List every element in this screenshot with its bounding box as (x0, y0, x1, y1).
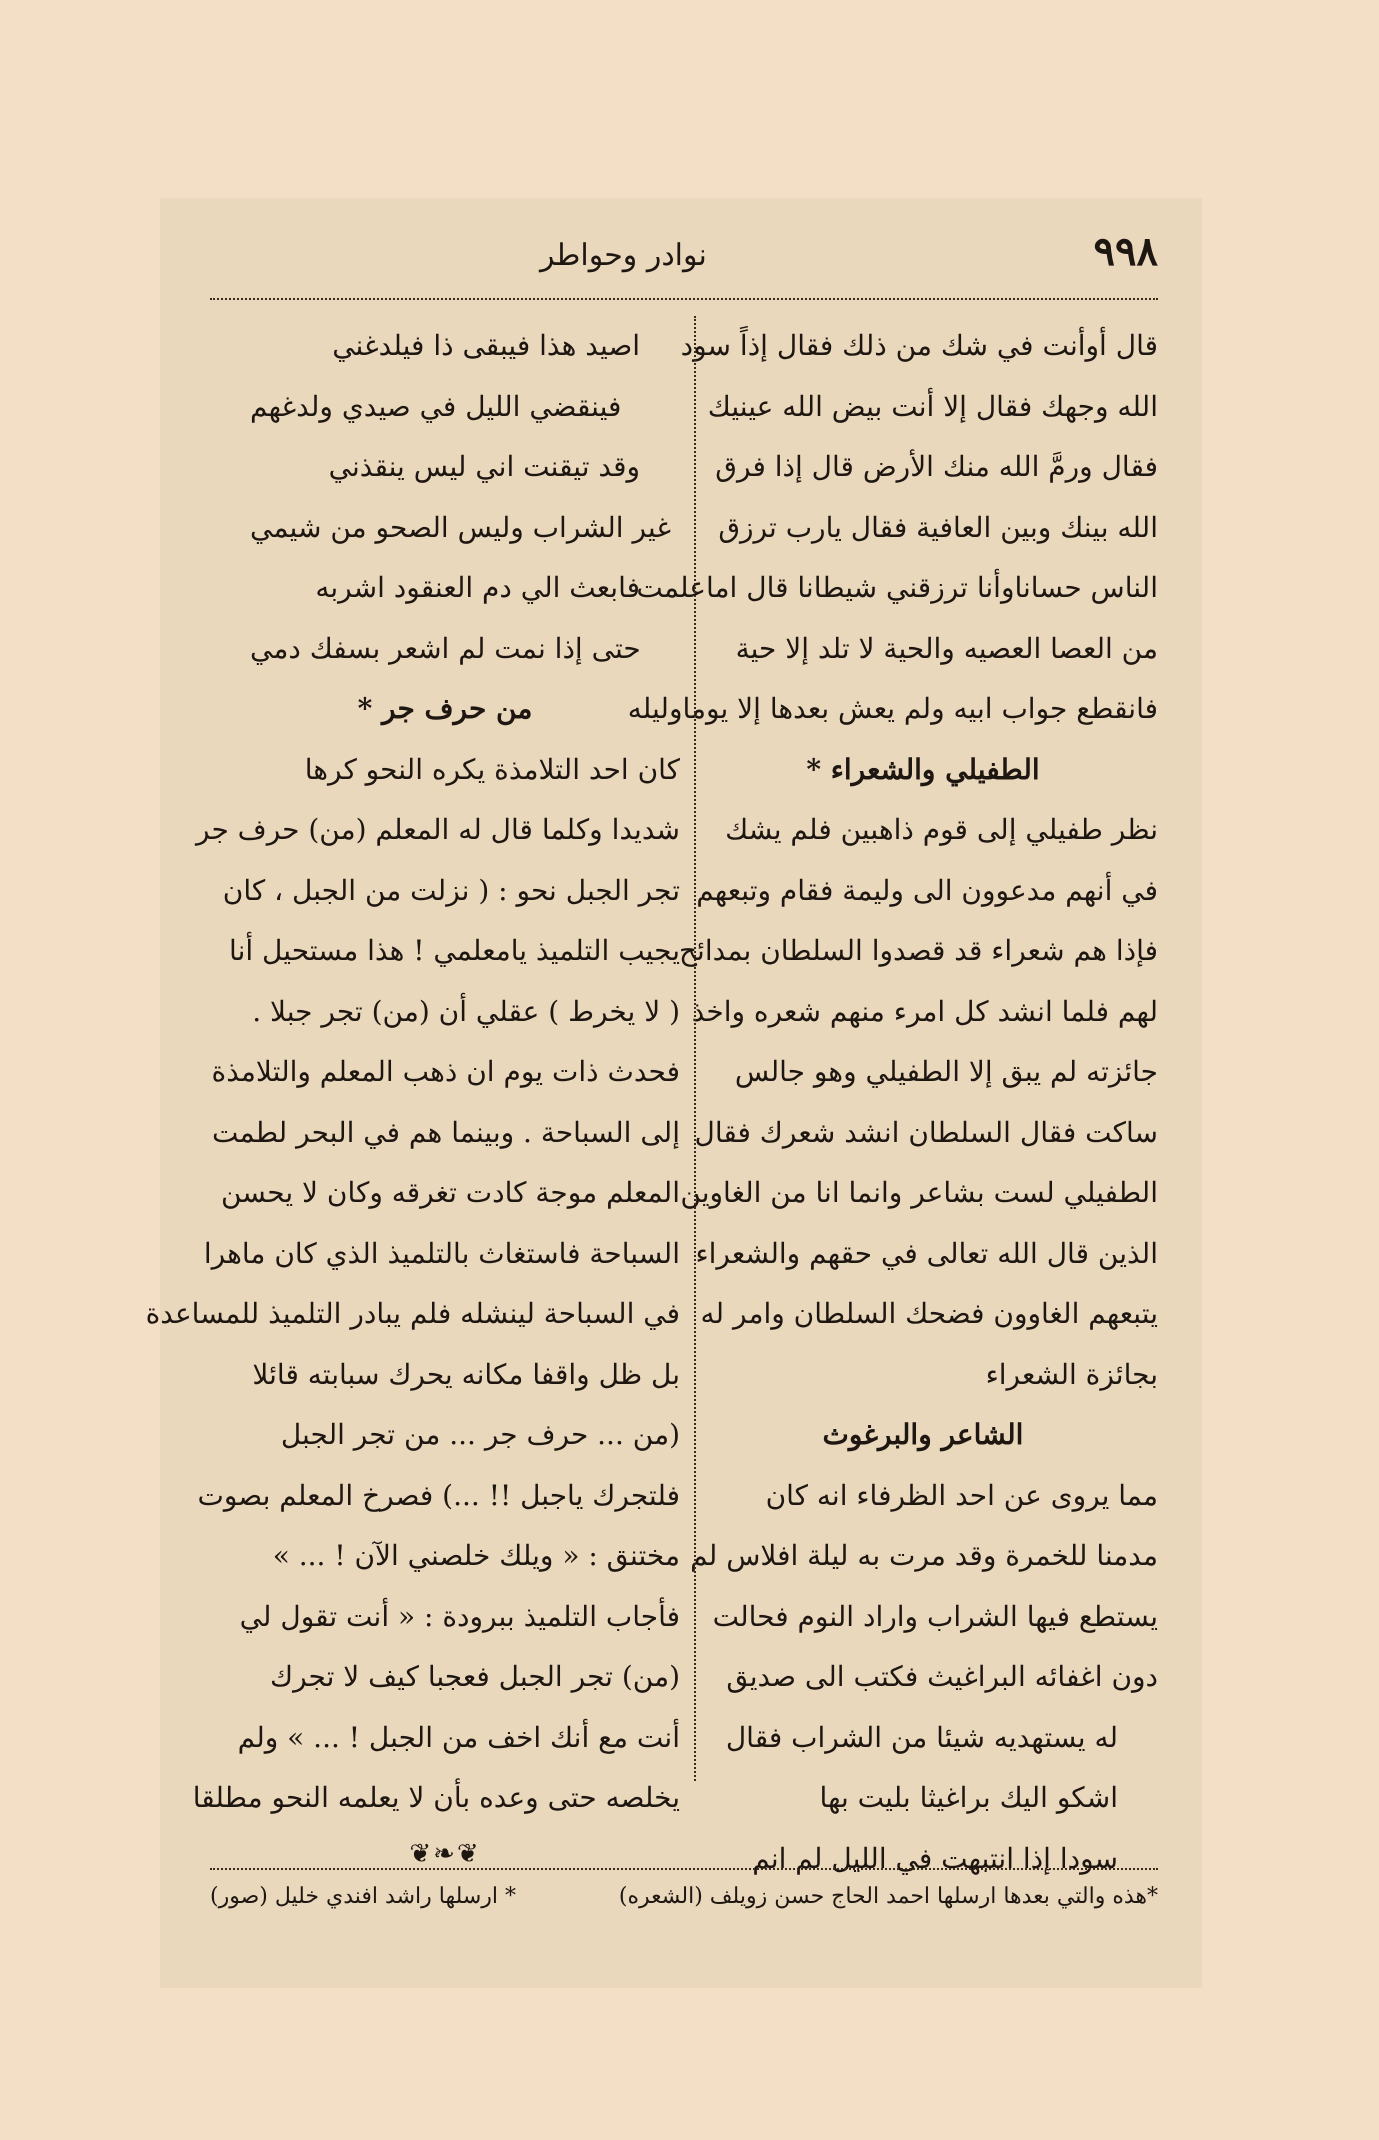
text-line: مختنق : « ويلك خلصني الآن ! ... » (272, 1539, 680, 1572)
text-line: ( لا يخرط ) عقلي أن (من) تجر جبلا . (252, 994, 680, 1028)
text-line: بل ظل واقفا مكانه يحرك سبابته قائلا (252, 1357, 680, 1391)
section-heading: من حرف جر * (357, 692, 533, 725)
text-line: إلى السباحة . وبينما هم في البحر لطمت (212, 1115, 680, 1149)
text-line: في أنهم مدعوون الى وليمة فقام وتبعهم (696, 873, 1158, 907)
text-line: فإذا هم شعراء قد قصدوا السلطان بمدائح (678, 934, 1158, 967)
ornament-icon: ❦❧❦ (409, 1838, 481, 1869)
text-line: قال أوأنت في شك من ذلك فقال إذاً سود (680, 329, 1158, 362)
text-line: يتبعهم الغاوون فضحك السلطان وامر له (700, 1297, 1158, 1330)
text-line: السباحة فاستغاث بالتلميذ الذي كان ماهرا (203, 1236, 680, 1270)
poem-verse: فينقضي الليل في صيدي ولدغهم (250, 389, 622, 423)
text-line: فقال ورمَّ الله منك الأرض قال إذا فرق (715, 450, 1158, 483)
poem-verse: غير الشراب وليس الصحو من شيمي (250, 510, 671, 544)
text-line: له يستهديه شيئا من الشراب فقال (725, 1720, 1118, 1754)
left-column (145, 316, 680, 1879)
book-page (145, 198, 1202, 1988)
page-header (210, 228, 1158, 288)
text-columns (145, 316, 1158, 1875)
text-line: يجيب التلميذ يامعلمي ! هذا مستحيل أنا (229, 934, 680, 967)
footnote-left: * ارسلها راشد افندي خليل (صور) (210, 1884, 517, 1909)
running-title: نوادر وحواطر (540, 238, 707, 273)
page-number: ٩٩٨ (1093, 228, 1158, 275)
text-line: دون اغفائه البراغيث فكتب الى صديق (726, 1660, 1158, 1693)
text-line: كان احد التلامذة يكره النحو كرها (304, 752, 680, 786)
text-line: (من) تجر الجبل فعجبا كيف لا تجرك (270, 1660, 680, 1693)
text-line: يخلصه حتى وعده بأن لا يعلمه النحو مطلقا (192, 1781, 680, 1814)
header-rule (210, 298, 1158, 300)
text-line: المعلم موجة كادت تغرقه وكان لا يحسن (220, 1176, 680, 1209)
poem-verse: وقد تيقنت اني ليس ينقذني (328, 450, 640, 483)
poem-verse: اصيد هذا فيبقى ذا فيلدغني (332, 329, 640, 362)
text-line: فحدث ذات يوم ان ذهب المعلم والتلامذة (211, 1055, 680, 1088)
text-line: بجائزة الشعراء (985, 1357, 1158, 1391)
text-line: الله بينك وبين العافية فقال يارب ترزق (718, 510, 1158, 544)
text-line: أنت مع أنك اخف من الجبل ! ... » ولم (237, 1720, 680, 1754)
text-line: لهم فلما انشد كل امرء منهم شعره واخذ (691, 994, 1158, 1028)
text-line: شديدا وكلما قال له المعلم (من) حرف جر (196, 813, 680, 846)
text-line: ساكت فقال السلطان انشد شعرك فقال (694, 1115, 1158, 1149)
footnotes (210, 1884, 1158, 1909)
text-line: (من ... حرف جر ... من تجر الجبل (280, 1418, 680, 1451)
section-heading: الطفيلي والشعراء * (806, 752, 1040, 786)
text-line: الطفيلي لست بشاعر وانما انا من الغاوين (680, 1176, 1158, 1209)
text-line: تجر الجبل نحو : ( نزلت من الجبل ، كان (222, 873, 680, 907)
text-line: من العصا العصيه والحية لا تلد إلا حية (735, 631, 1158, 665)
footnote-right: *هذه والتي بعدها ارسلها احمد الحاج حسن زويلف (الشعره) (618, 1884, 1158, 1909)
text-line: فأجاب التلميذ ببرودة : « أنت تقول لي (239, 1599, 680, 1633)
poem-verse: سودا إذا انتبهت في الليل لم انم (752, 1841, 1118, 1875)
text-line: الذين قال الله تعالى في حقهم والشعراء (695, 1236, 1158, 1270)
text-line: مدمنا للخمرة وقد مرت به ليلة افلاس لم (690, 1539, 1158, 1572)
poem-verse: اشكو اليك براغيثا بليت بها (819, 1781, 1118, 1814)
poem-verse: حتى إذا نمت لم اشعر بسفك دمي (250, 631, 641, 665)
text-line: الناس حساناوأنا ترزقني شيطانا قال اماعلمت (636, 571, 1158, 604)
text-line: فانقطع جواب ابيه ولم يعش بعدها إلا يوماوليله (627, 692, 1158, 725)
text-line: في السباحة لينشله فلم يبادر التلميذ للمساعدة (145, 1297, 680, 1330)
column-divider (694, 316, 696, 1781)
text-line: مما يروى عن احد الظرفاء انه كان (765, 1478, 1158, 1512)
right-column (627, 316, 1158, 1889)
text-line: الله وجهك فقال إلا أنت بيض الله عينيك (707, 389, 1158, 423)
text-line: فلتجرك ياجبل !! ...) فصرخ المعلم بصوت (197, 1478, 680, 1512)
text-line: يستطع فيها الشراب واراد النوم فحالت (712, 1599, 1158, 1633)
footnote-rule (210, 1868, 1158, 1870)
poem-verse: فابعث الي دم العنقود اشربه (315, 571, 640, 604)
text-line: جائزته لم يبق إلا الطفيلي وهو جالس (734, 1055, 1158, 1088)
text-line: نظر طفيلي إلى قوم ذاهبين فلم يشك (725, 813, 1158, 846)
section-heading: الشاعر والبرغوث (822, 1418, 1024, 1451)
